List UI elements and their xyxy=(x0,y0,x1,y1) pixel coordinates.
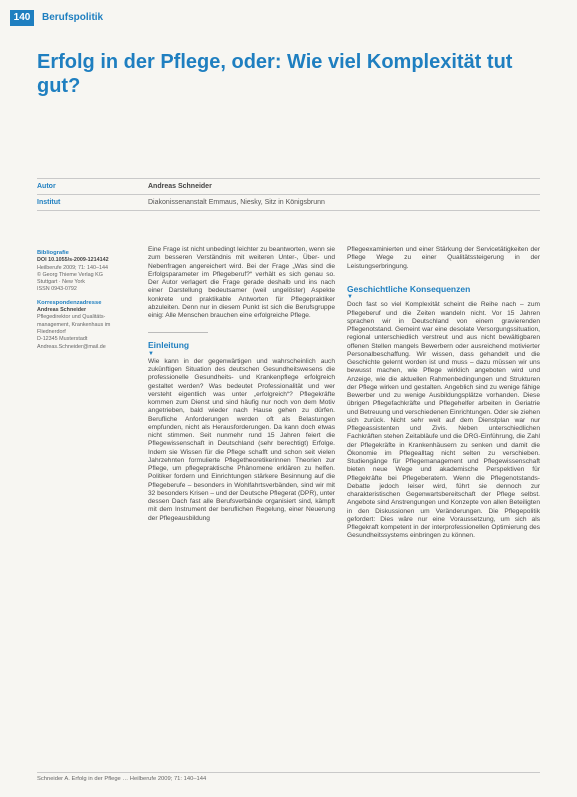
biblio-line: ISSN 0943-0792 xyxy=(37,286,77,293)
article-title: Erfolg in der Pflege, oder: Wie viel Komplexität tut gut? xyxy=(37,51,513,97)
divider xyxy=(37,194,540,195)
section-heading-einleitung: Einleitung xyxy=(148,340,190,351)
triangle-marker-icon: ▼ xyxy=(347,294,353,300)
biblio-line: Heilberufe 2009; 71: 140–144 xyxy=(37,264,109,271)
divider xyxy=(37,210,540,211)
contact-line: Fliednerdorf xyxy=(37,328,66,335)
divider xyxy=(148,332,208,333)
biblio-line: © Georg Thieme Verlag KG xyxy=(37,271,103,278)
divider xyxy=(37,178,540,179)
bibliography-box xyxy=(37,250,129,351)
contact-line: management, Krankenhaus im xyxy=(37,321,111,328)
institute-label: Institut xyxy=(37,199,61,206)
biblio-line: Stuttgart · New York xyxy=(37,279,85,286)
intro-paragraph: Eine Frage ist nicht unbedingt leichter zu beantworten, wenn sie zum besseren Verständnis mit weiteren Unter-, Über- und Nebenfragen angereichert wird. Bei der Frage „Was sind die Erfolgsparameter im Pflegeberuf?“ verhält es sich genau so. Der Autor verlagert die Frage gerade deshalb und ins nach einer Darstellung bedeutsamer (weil ungelöster) Aspekte konkrete und praktikable Antworten für Pflegepraktiker abzuleiten. Denn nur in diesem Punkt ist sich die Berufsgruppe einig: Alle Menschen brauchen eine erfolgreiche Pflege. xyxy=(148,246,335,319)
footer-divider xyxy=(37,772,540,773)
column-1 xyxy=(148,246,335,523)
body-paragraph: Wie kann in der gegenwärtigen und wahrscheinlich auch zukünftigen Situation des deutschen Gesundheitswesens die professionelle Gesundheits- und Krankenpflege erfolgreich gestaltet werden? Was bedeutet Professionalität und wer versteht eigentlich was unter „erfolgreich“? Pflegekräfte kommen zum Dienst und sind häufig nur noch von dem Motiv angetrieben, bald wieder nach Hause gehen zu dürfen. Berufliche Anforderungen werden oft als Belastungen empfunden, nicht als Herausforderungen. Da kann doch etwas nicht stimmen. Seit nunmehr rund 15 Jahren feiert die Pflegewissenschaft in Deutschland (sehr berechtigt) Erfolge. Indem sie Wissen für die Pflege schafft und schon seit vielen Jahrzehnten formulierte Pflegetheoretikerinnen Theorien zur Pflege, um pflegepraktische Phänomene erklären zu helfen. Politiker fordern und Einrichtungen stärkere Besinnung auf die Pflegeberufe – besonders in Wohlfahrtsverbänden, sind wir mit 32 besonders Krisen – und der Deutsche Pflegerat (DPR), unter dessen Dach fast alle Berufsverbände organisiert sind, kämpft mit dem Instrument der beruflichen Regelung, einer Neuerung der Pflegeausbildung xyxy=(148,357,335,522)
triangle-marker-icon: ▼ xyxy=(148,350,154,357)
author-name: Andreas Schneider xyxy=(148,183,212,190)
page-number: 140 xyxy=(10,10,34,26)
section-label: Berufspolitik xyxy=(42,12,104,23)
bibliography-heading: Bibliografie xyxy=(37,250,69,256)
contact-line: D-12345 Musterstadt xyxy=(37,336,88,343)
contact-email: Andreas.Schneider@mail.de xyxy=(37,343,106,350)
contact-heading: Korrespondenzadresse xyxy=(37,299,102,306)
author-label: Autor xyxy=(37,183,56,190)
institute-name: Diakonissenanstalt Emmaus, Niesky, Sitz in Königsbrunn xyxy=(148,199,325,206)
footer-citation: Schneider A. Erfolg in der Pflege … Heilberufe 2009; 71: 140–144 xyxy=(37,776,207,782)
contact-line: Pflegedirektor und Qualitäts- xyxy=(37,314,106,321)
doi-line: DOI 10.1055/s-2009-1214142 xyxy=(37,257,109,264)
contact-name: Andreas Schneider xyxy=(37,307,87,314)
section-heading-konsequenzen: Geschichtliche Konsequenzen xyxy=(347,283,471,294)
body-paragraph: Doch fast so viel Komplexität scheint die Reihe nach – zum Pflegeberuf und die Zeiten wandeln nicht. Vor 15 Jahren sprachen wir in Deutschland von einem gravierenden Pflegenotstand. Gemeint war eine desolate Versorgungssituation, regional unterschiedlich verstreut und aus nicht bewältigbaren offenen Stellen mangels Bewerbern oder ausreichend motivierter Personalbeschaffung. Wir wissen, dass gehandelt und die Geschichte gelernt worden ist und muss – dazu müssen wir uns bewusst machen, wie Pflege wirklich angeboten wird und Anzeige, wie die aktuellen Rahmenbedingungen und Strukturen der Pflege wirken und gestalten. Angeblich sind zu wenige fähige Bewerber und zu wenige Ausbildungsplätze vorhanden. Diese übrigen Pflegefachkräfte und Pflegehelfer arbeiten in Geriatrie und Betreuung und verschiedenen Einrichtungen. Oder sie ziehen sich zurück. Nicht sehr weit auf dem Dienstplan war nur Pflegeassistenten und Zivis. Neben unterschiedlichen Fachkräften stehen Zeitabläufe und die DRG-Einführung, die Zahl der Pflegekräfte in Krankenhäusern zu senken und damit die Ökonomie im Pflegealltag nicht selten zu verschieben. Studiengänge für Pflegemanagement und Pflegewissenschaft bieten neue Wege und akademische Perspektiven für Pflegekräfte bei Pflegeberatern. Wenn die Pflegenotstands-Debatte jedoch leiser wird, führt sie dennoch zur charakteristischen Gegenwartsbereitschaft der Pflege selbst. Angebote sind Anstrengungen und Konzepte von allen Beteiligten in den Diskussionen um Veränderungen. Die Pflegepolitik gefordert: Dies wäre nur eine Voraussetzung, um sich als Pflegekraft kompetent in der interprofessionellen Optimierung des Gesundheitssystems einbringen zu können. xyxy=(347,301,540,540)
continued-paragraph: Pflegeexaminierten und einer Stärkung der Servicetätigkeiten der Pflege Wege zu einer Qualitätssteigerung in der Leistungserbringung. xyxy=(347,246,540,270)
column-2 xyxy=(347,246,540,541)
